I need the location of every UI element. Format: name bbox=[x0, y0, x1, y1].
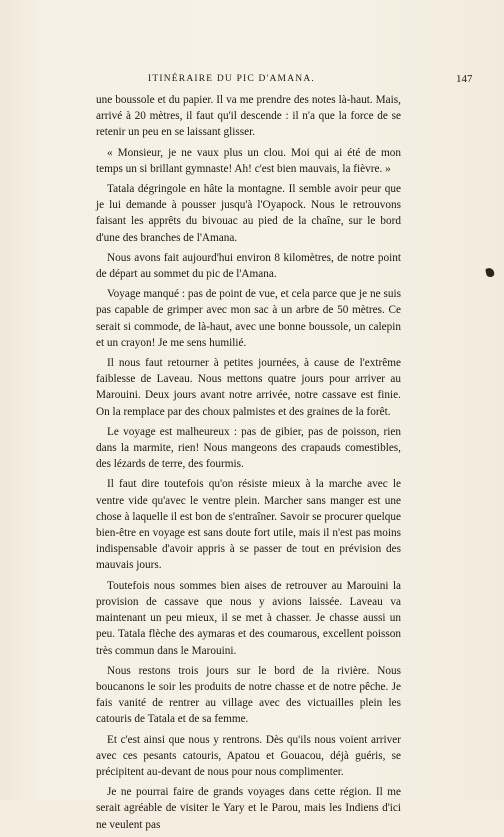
paragraph: Nous restons trois jours sur le bord de la rivière. Nous boucanons le soir les produits de notre chasse et de notre pêche. Je fais vanité de rentrer au village avec des victuailles plein les catouris de Tatala et de sa femme. bbox=[96, 664, 401, 726]
paragraph: Et c'est ainsi que nous y rentrons. Dès qu'ils nous voient arriver avec ces pesants catouris, Apatou et Gouacou, déjà guéris, se précipitent au-devant de nous pour nous complimenter. bbox=[96, 733, 401, 778]
paragraph: Toutefois nous sommes bien aises de retrouver au Marouini la provision de cassave que nous y avions laissée. Laveau va maintenant un peu mieux, il se met à chasser. Je chasse aussi un peu. Tatala flèche des aymaras et des coumarous, excellent poisson très commun dans le Marouini. bbox=[96, 579, 401, 657]
paragraph: Voyage manqué : pas de point de vue, et cela parce que je ne suis pas capable de grimper avec mon sac à un arbre de 50 mètres. Ce serait si commode, de là-haut, avec une bonne boussole, un calepin et un crayon! Je me sens humilié. bbox=[96, 288, 401, 349]
paragraph: « Monsieur, je ne vaux plus un clou. Moi qui ai été de mon temps un si brillant gymnaste! Ah! c'est bien mauvais, la fièvre. » bbox=[96, 146, 401, 175]
paragraph: Il faut dire toutefois qu'on résiste mieux à la marche avec le ventre vide qu'avec le ventre plein. Marcher sans manger est une chose à laquelle il est bon de s'entraîner. Savoir se procurer quelque bien-être en voyage est sans doute fort utile, mais il n'est pas moins indispensable d'avoir appris à se passer de tout en prévision des mauvais jours. bbox=[96, 478, 401, 572]
paragraph: une boussole et du papier. Il va me prendre des notes là-haut. Mais, arrivé à 20 mètres, il faut qu'il descende : il n'a que la force de se retenir un peu en se laissant glisser. bbox=[96, 94, 401, 139]
paragraph: Le voyage est malheureux : pas de gibier, pas de poisson, rien dans la marmite, rien! Nous mangeons des crapauds comestibles, des lézards de terre, des fourmis. bbox=[96, 425, 401, 471]
paragraph: Il nous faut retourner à petites journées, à cause de l'extrême faiblesse de Laveau. Nous mettons quatre jours pour arriver au Marouini. Deux jours avant notre arrivée, notre cassave est finie. On la remplace par des choux palmistes et des graines de la forêt. bbox=[96, 357, 401, 418]
paragraph: Nous avons fait aujourd'hui environ 8 kilomètres, de notre point de départ au sommet du pic de l'Amana. bbox=[96, 251, 401, 281]
body-text bbox=[96, 92, 401, 837]
page-header bbox=[0, 74, 504, 90]
page-number: 147 bbox=[456, 73, 473, 85]
paragraph: Je ne pourrai faire de grands voyages dans cette région. Il me serait agréable de visiter le Yary et le Parou, mais les Indiens d'ici ne veulent pas bbox=[96, 786, 401, 831]
ink-speck-mark bbox=[485, 267, 495, 277]
running-title: ITINÉRAIRE DU PIC D'AMANA. bbox=[148, 74, 315, 84]
paragraph: Tatala dégringole en hâte la montagne. Il semble avoir peur que je lui demande à pousser jusqu'à l'Oyapock. Nous le retrouvons faisant les apprêts du bivouac au pied de la chaîne, sur le bord d'une des branches de l'Amana. bbox=[96, 183, 401, 244]
